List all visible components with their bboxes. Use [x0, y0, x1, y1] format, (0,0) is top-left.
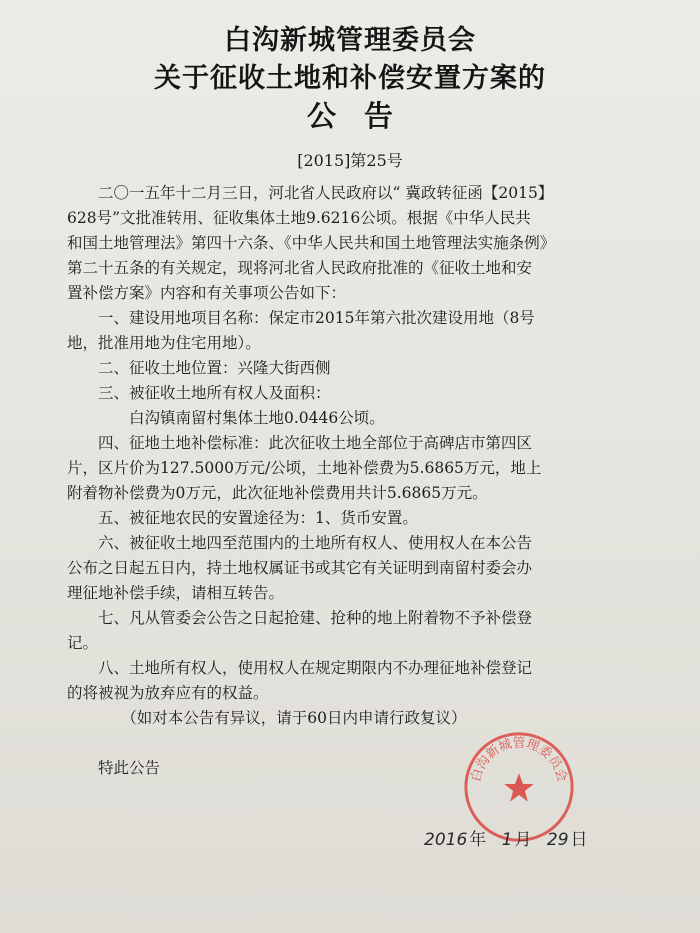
- body-line: 二〇一五年十二月三日，河北省人民政府以“ 冀政转征函【2015】: [67, 184, 554, 202]
- closing-line: 特此公告: [67, 759, 161, 777]
- body-line: 三、被征收土地所有权人及面积：: [67, 384, 331, 402]
- notice-body: [67, 181, 667, 784]
- body-line: 白沟镇南留村集体土地0.0446公顷。: [67, 409, 385, 427]
- body-line: 理征地补偿手续，请相互转告。: [67, 584, 285, 602]
- body-line: 公布之日起五日内，持土地权属证书或其它有关证明到南留村委会办: [67, 559, 533, 577]
- date-day-char: 日: [570, 830, 588, 850]
- body-line: 地，批准用地为住宅用地）。: [67, 334, 261, 352]
- date-month-char: 月: [514, 830, 532, 850]
- issuer-title: 白沟新城管理委员会: [224, 25, 476, 56]
- body-line: 附着物补偿费为0万元，此次征地补偿费用共计5.6865万元。: [67, 484, 488, 502]
- date-day: 29: [546, 830, 569, 850]
- body-line: 四、征地土地补偿标准：此次征收土地全部位于高碑店市第四区: [67, 434, 533, 452]
- svg-text:白沟新城管理委员会: 白沟新城管理委员会: [468, 736, 570, 784]
- notice-heading: 公告: [306, 99, 421, 133]
- notice-subject-title: 关于征收土地和补偿安置方案的: [154, 63, 546, 94]
- body-line: 七、凡从管委会公告之日起抢建、抢种的地上附着物不予补偿登: [67, 609, 533, 627]
- body-line: 置补偿方案》内容和有关事项公告如下：: [67, 284, 347, 302]
- date-year-char: 年: [469, 830, 487, 850]
- seal-star-icon: [504, 773, 534, 802]
- body-line: （如对本公告有异议，请于60日内申请行政复议）: [67, 709, 467, 727]
- body-line: 第二十五条的有关规定，现将河北省人民政府批准的《征收土地和安: [67, 259, 533, 277]
- document-number: [2015]第25号: [297, 151, 403, 170]
- body-line: 片，区片价为127.5000万元/公顷，土地补偿费为5.6865万元，地上: [67, 459, 542, 477]
- body-line: 八、土地所有权人，使用权人在规定期限内不办理征地补偿登记: [67, 659, 533, 677]
- date-year: 2016: [424, 830, 468, 850]
- date-month: 1: [501, 830, 513, 850]
- body-line: 五、被征地农民的安置途径为：1、货币安置。: [67, 509, 418, 527]
- body-line: 六、被征收土地四至范围内的土地所有权人、使用权人在本公告: [67, 534, 533, 552]
- body-line: 二、征收土地位置：兴隆大街西侧: [67, 359, 331, 377]
- signing-date: [424, 825, 598, 850]
- body-line: 和国土地管理法》第四十六条、《中华人民共和国土地管理法实施条例》: [67, 234, 556, 252]
- body-line: 的将被视为放弃应有的权益。: [67, 684, 269, 702]
- body-line: 记。: [67, 634, 99, 652]
- body-line: 一、建设用地项目名称：保定市2015年第六批次建设用地（8号: [67, 309, 535, 327]
- body-line: 628号”文批准转用、征收集体土地9.6216公顷。根据《中华人民共: [67, 209, 531, 227]
